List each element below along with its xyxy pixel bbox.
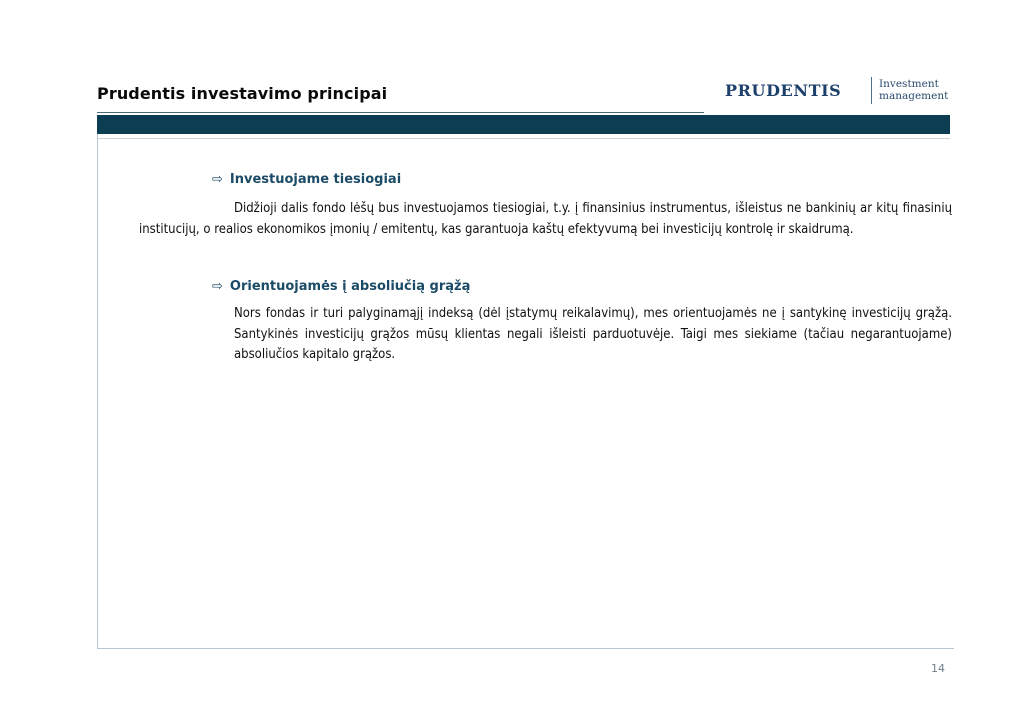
page-number: 14 (931, 662, 945, 675)
brand-tagline (879, 78, 948, 102)
section-heading-text: Orientuojamės į absoliučią grąžą (229, 279, 471, 294)
section-heading-text: Investuojame tiesiogiai (229, 172, 402, 187)
section-heading (212, 172, 401, 187)
brand-tagline-line1: Investment (879, 78, 939, 90)
section-body: Didžioji dalis fondo lėšų bus investuojamos tiesiogiai, t.y. į finansinius instrumentus, išleistus ne bankinių ar kitų finasinių institucijų, o realios ekonomikos įmonių / emitentų, kas garantuoja kaštų efektyvumą bei investicijų kontrolę ir skaidrumą. (139, 201, 952, 237)
brand-divider (871, 77, 872, 104)
page-title: Prudentis investavimo principai (97, 84, 388, 103)
title-underline (97, 112, 704, 113)
section-body: Nors fondas ir turi palyginamąjį indeksą (dėl įstatymų reikalavimų), mes orientuojamės ne į santykinę investicijų grąžą. Santykinės investicijų grąžos mūsų klientas negali išleisti parduotuvėje. Taigi mes siekiame (tačiau negarantuojame) absoliučios kapitalo grąžos. (234, 306, 952, 362)
arrow-right-outline-icon: ⇨ (212, 172, 223, 187)
section-heading (212, 279, 470, 294)
brand-tagline-line2: management (879, 90, 949, 102)
header-band (97, 115, 950, 134)
arrow-right-outline-icon: ⇨ (212, 279, 223, 294)
brand-name: PRUDENTIS (725, 81, 842, 100)
